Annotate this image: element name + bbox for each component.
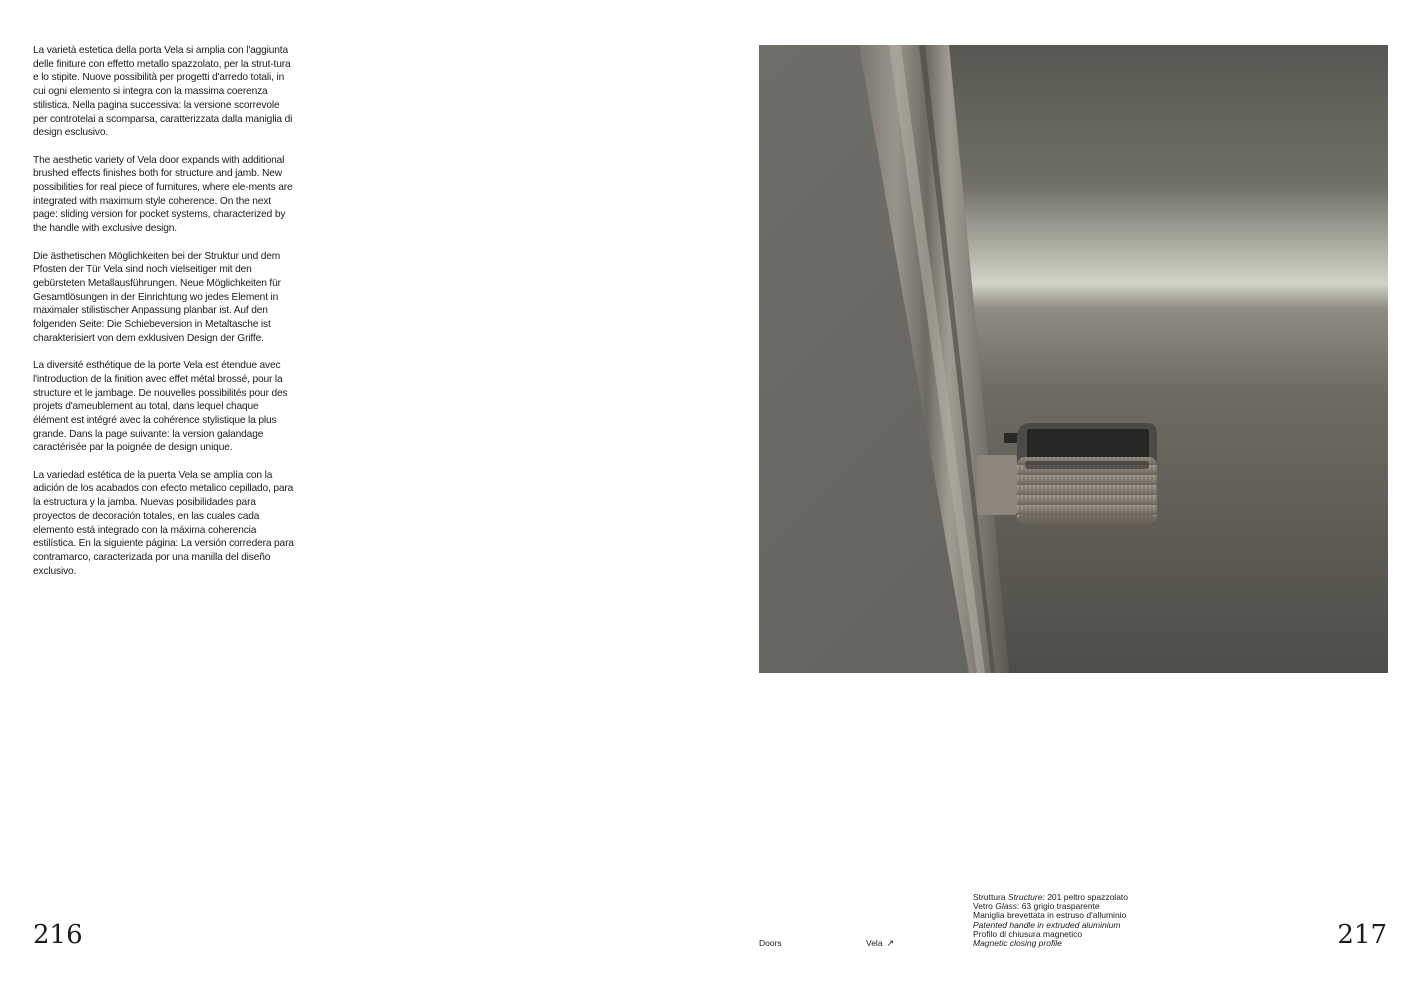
caption-glass: Vetro Glass: 63 grigio trasparente — [973, 901, 1100, 912]
caption-profile-en: Magnetic closing profile — [973, 938, 1062, 949]
paragraph-german: Die ästhetischen Möglichkeiten bei der Struktur und dem Pfosten der Tür Vela sind noch vielseitiger mit den gebürsteten Metallausführungen. Neue Möglichkeiten für Gesamtlösungen in der Einrichtung wo jedes Element in maximaler stilistischer Anpassung planbar ist. Auf den folgenden Seite: Die Schiebeversion in Metaltasche ist charakterisiert von dem exklusiven Design der Griffe. — [33, 250, 281, 344]
footer-product-label: Vela — [866, 938, 883, 948]
body-text-column — [33, 44, 295, 592]
paragraph-french: La diversité esthétique de la porte Vela est étendue avec l'introduction de la finition avec effet métal brossé, pour la structure et le jambage. De nouvelles possibilités pour des projets d'ameublement au total, dans lequel chaque élément est intégré avec la cohérence stylistique la plus grande. Dans la page suivante: la version galandage caractérisée par la poignée de design unique. — [33, 360, 288, 454]
page-number-right: 217 — [1337, 920, 1387, 950]
page-number-left: 216 — [33, 920, 83, 950]
caption-structure: Struttura Structure: 201 peltro spazzolato — [973, 892, 1129, 902]
door-handle-photo — [759, 45, 1388, 673]
caption-profile-it: Profilo di chiusura magnetico — [973, 928, 1083, 939]
paragraph-italian: La varietà estetica della porta Vela si amplia con l'aggiunta delle finiture con effetto metallo spazzolato, per la strut-tura e lo stipite. Nuove possibilità per progetti d'arredo totali, in cui ogni elemento si integra con la massima coerenza stilistica. Nella pagina successiva: la versione scorrevole per controtelai a scomparsa, caratterizzata dalla maniglia di design esclusivo. — [33, 45, 293, 139]
paragraph-spanish: La variedad estética de la puerta Vela se amplía con la adición de los acabados con efecto metalico cepillado, para la estructura y la jamba. Nuevas posibilidades para proyectos de decoración totales, en las cuales cada elemento está integrado con la máxima coherencia estilística. En la siguiente página: La versión corredera para contramarco, caracterizada por una manilla del diseño exclusivo. — [33, 469, 294, 577]
arrow-up-right-icon: ↗ — [886, 938, 895, 948]
caption-handle-it: Maniglia brevettata in estruso d'alluminio — [973, 910, 1127, 921]
footer-section-label: Doors — [759, 938, 782, 948]
product-caption — [973, 893, 1128, 948]
footer-product-link[interactable] — [866, 938, 894, 949]
paragraph-english: The aesthetic variety of Vela door expands with additional brushed effects finishes both for structure and jamb. New possibilities for real piece of furnitures, where ele-ments are integrated with maximum style coherence. On the next page: sliding version for pocket systems, characterized by the handle with exclusive design. — [33, 154, 293, 235]
caption-handle-en: Patented handle in extruded aluminium — [973, 919, 1121, 930]
